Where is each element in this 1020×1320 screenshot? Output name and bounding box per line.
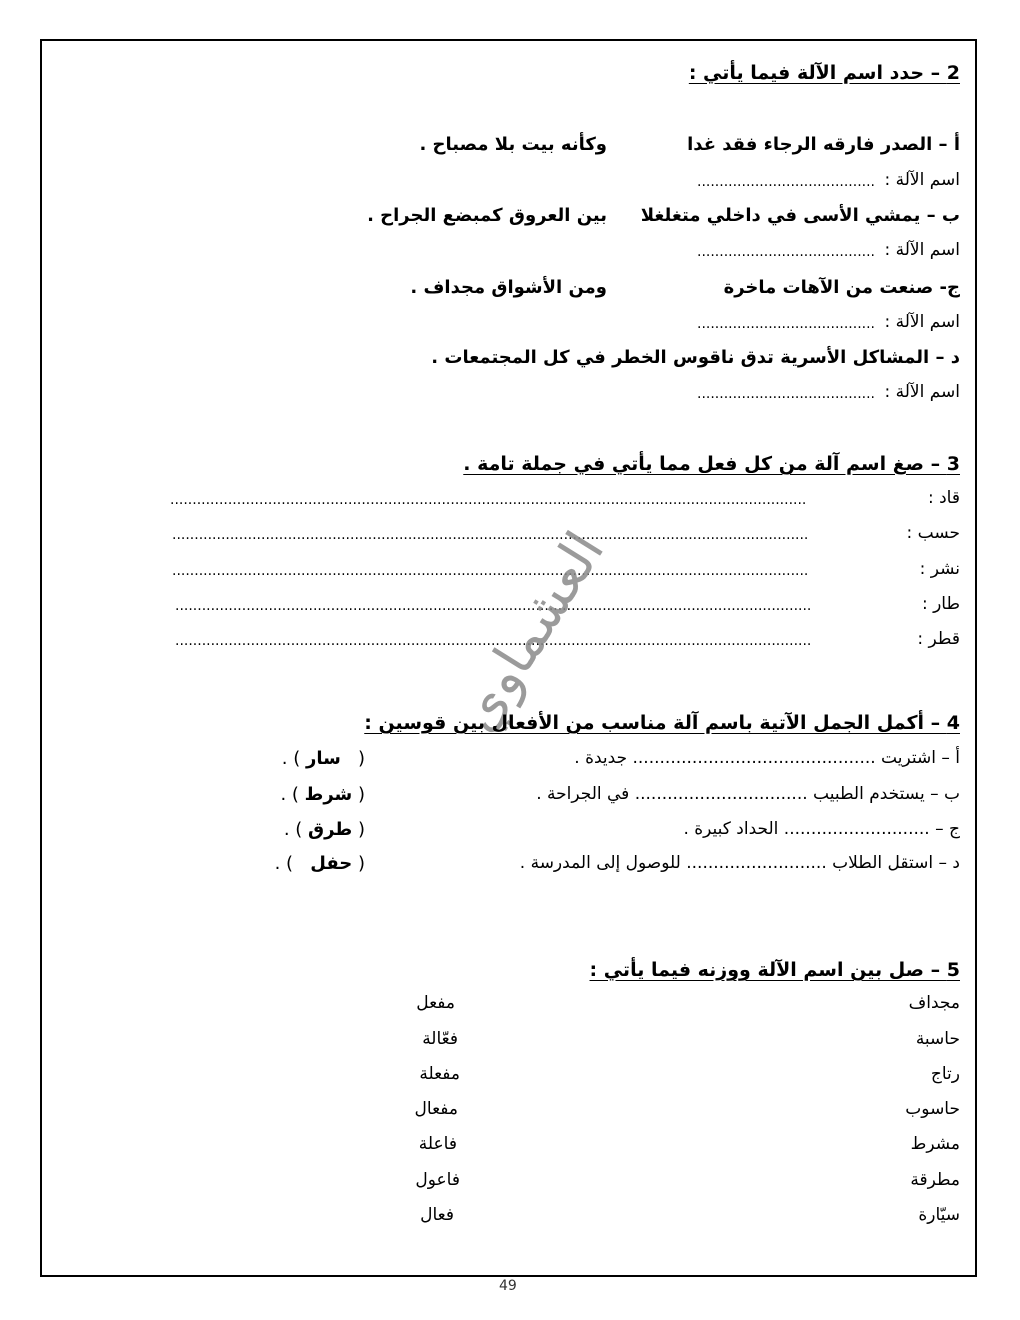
q2-answer-label-3: اسم الآلة : bbox=[884, 312, 960, 332]
q5-pattern-5: فاعلة bbox=[418, 1134, 457, 1154]
q2-answer-line-4[interactable]: ........................................ bbox=[697, 386, 876, 402]
q2-title: 2 – حدد اسم الآلة فيما يأتي : bbox=[688, 62, 960, 84]
q2-answer-label-4: اسم الآلة : bbox=[884, 382, 960, 402]
q5-name-7: سيّارة bbox=[918, 1205, 960, 1225]
q5-name-5: مشرط bbox=[910, 1134, 960, 1154]
q2-verse-a-1: أ – الصدر فارقه الرجاء فقد غدا bbox=[687, 134, 960, 155]
q5-pattern-3: مفعلة bbox=[419, 1064, 460, 1084]
q3-verb-1: قاد : bbox=[927, 488, 960, 508]
q4-sentence-4: د – استقل الطلاب .......................... للوصول إلى المدرسة . bbox=[519, 853, 960, 873]
q2-answer-line-2[interactable]: ........................................ bbox=[697, 244, 876, 260]
watermark-signature: العشماوي bbox=[445, 520, 617, 743]
q5-name-2: حاسبة bbox=[915, 1029, 960, 1049]
q3-verb-2: حسب : bbox=[906, 523, 960, 543]
q4-verb-3: ( طرق ) . bbox=[283, 819, 365, 840]
q2-verse-b-3: ومن الأشواق مجداف . bbox=[410, 277, 607, 298]
q3-answer-line-4[interactable]: ............................................................................................................................................... bbox=[175, 598, 812, 614]
q3-answer-line-1[interactable]: ............................................................................................................................................... bbox=[170, 492, 807, 508]
q3-verb-5: قطر : bbox=[917, 629, 960, 649]
q2-answer-label-1: اسم الآلة : bbox=[884, 170, 960, 190]
q4-sentence-2: ب – يستخدم الطبيب ................................ في الجراحة . bbox=[536, 784, 960, 804]
q4-title: 4 – أكمل الجمل الآتية باسم آلة مناسب من الأفعال بين قوسين : bbox=[364, 712, 960, 734]
q2-answer-line-3[interactable]: ........................................ bbox=[697, 316, 876, 332]
q2-answer-label-2: اسم الآلة : bbox=[884, 240, 960, 260]
q3-answer-line-2[interactable]: ............................................................................................................................................... bbox=[172, 527, 809, 543]
q5-pattern-2: فعّالة bbox=[422, 1029, 458, 1049]
q3-answer-line-5[interactable]: ............................................................................................................................................... bbox=[175, 633, 812, 649]
q5-name-4: حاسوب bbox=[905, 1099, 960, 1119]
q5-pattern-7: فعال bbox=[420, 1205, 454, 1225]
q3-verb-4: طار : bbox=[921, 594, 960, 614]
q5-name-1: مجداف bbox=[908, 993, 960, 1013]
q3-verb-3: نشر : bbox=[919, 559, 960, 579]
q4-sentence-1: أ – اشتريت ............................................. جديدة . bbox=[574, 748, 960, 768]
q5-name-6: مطرقة bbox=[910, 1170, 960, 1190]
q2-verse-b-2: بين العروق كمبضع الجراح . bbox=[367, 205, 607, 226]
q5-pattern-1: مفعل bbox=[416, 993, 455, 1013]
q4-verb-2: ( شرط ) . bbox=[280, 784, 365, 805]
q4-verb-4: ( حفل ) . bbox=[274, 853, 365, 874]
q5-title: 5 – صل بين اسم الآلة ووزنه فيما يأتي : bbox=[589, 959, 960, 981]
page-number: 49 bbox=[499, 1278, 517, 1294]
q2-verse-a-3: ج- صنعت من الآهات ماخرة bbox=[723, 277, 960, 298]
q3-title: 3 – صغ اسم آلة من كل فعل مما يأتي في جملة تامة . bbox=[463, 453, 960, 475]
q2-verse-a-2: ب – يمشي الأسى في داخلي متغلغلا bbox=[640, 205, 960, 226]
q5-name-3: رتاج bbox=[930, 1064, 960, 1084]
q2-answer-line-1[interactable]: ........................................ bbox=[697, 174, 876, 190]
q5-pattern-6: فاعول bbox=[415, 1170, 460, 1190]
q3-answer-line-3[interactable]: ............................................................................................................................................... bbox=[172, 563, 809, 579]
q5-pattern-4: مفعال bbox=[414, 1099, 458, 1119]
q2-sentence-4: د – المشاكل الأسرية تدق ناقوس الخطر في كل المجتمعات . bbox=[431, 347, 960, 368]
q4-verb-1: ( سار ) . bbox=[281, 748, 365, 769]
q2-verse-b-1: وكأنه بيت بلا مصباح . bbox=[419, 134, 607, 155]
q4-sentence-3: ج – ........................... الحداد كبيرة . bbox=[683, 819, 960, 839]
